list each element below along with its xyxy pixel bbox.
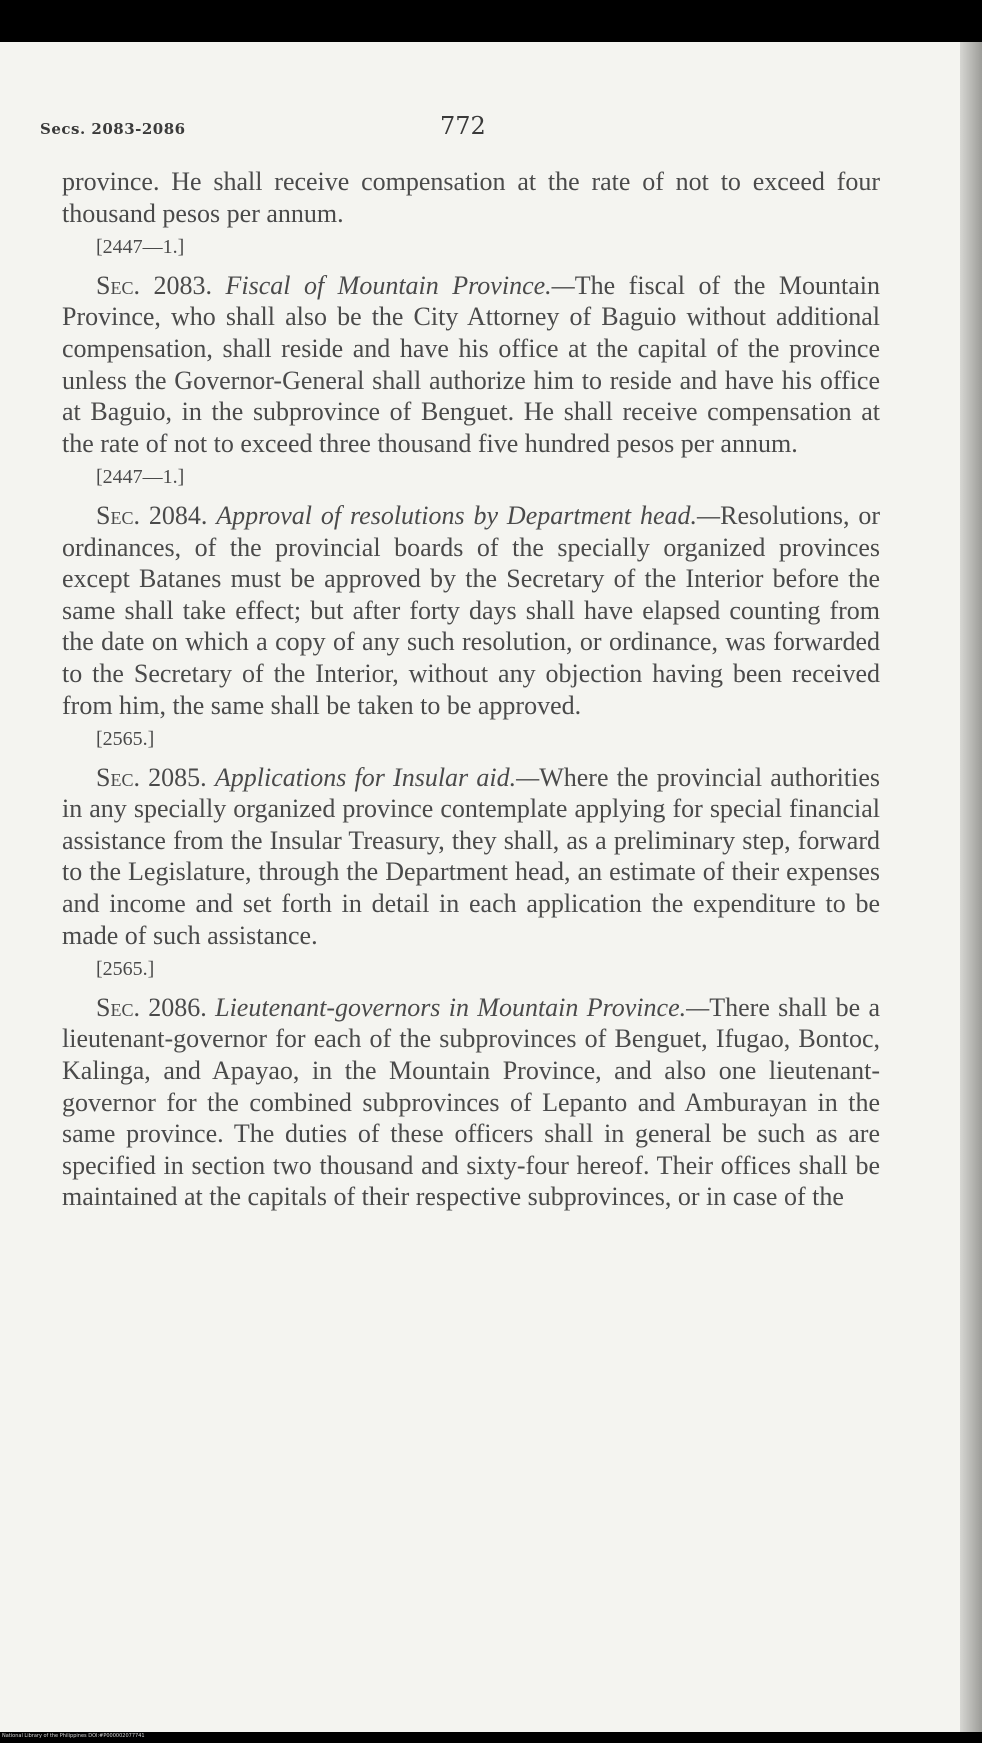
section-body: Resolutions, or ordinances, of the provincial boards of the specially organized provinces except Batanes must be approved by the Secretary of the Interior before the same shall take effect; but after forty days shall have elapsed counting from the date on which a copy of any such resolution, or ordinance, was forwarded to the Secretary of the Interior, without any objection having been received from him, the same shall be taken to be approved. [62, 500, 880, 720]
section-2084 [62, 500, 880, 721]
section-heading: Lieutenant-governors in Mountain Province.— [215, 992, 710, 1022]
section-number: Sec. 2085. [96, 762, 207, 792]
page-number: 772 [440, 112, 486, 140]
section-heading: Fiscal of Mountain Province.— [225, 270, 575, 300]
section-2086 [62, 992, 880, 1213]
section-heading: Approval of resolutions by Department head.— [216, 500, 721, 530]
page-edge-shadow [960, 42, 982, 1732]
section-number: Sec. 2084. [96, 500, 208, 530]
section-body: The fiscal of the Mountain Province, who shall also be the City Attorney of Baguio without additional compensation, shall reside and have his office at the capital of the province unless the Governor-General shall authorize him to reside and have his office at Baguio, in the subprovince of Benguet. He shall receive compensation at the rate of not to exceed three thousand five hundred pesos per annum. [62, 270, 880, 458]
running-head [40, 112, 880, 152]
source-reference: [2565.] [96, 958, 155, 981]
section-body: Where the provincial authorities in any specially organized province contemplate applying for special financial assistance from the Insular Treasury, they shall, as a preliminary step, forward to the Legislature, through the Department head, an estimate of their expenses and income and set forth in detail in each application the expenditure to be made of such assistance. [62, 762, 880, 950]
section-2085 [62, 762, 880, 952]
section-heading: Applications for Insular aid.— [214, 762, 540, 792]
body-text [62, 166, 880, 1213]
continuation-paragraph: province. He shall receive compensation at the rate of not to exceed four thousand pesos per annum. [62, 167, 880, 228]
source-reference: [2447—1.] [96, 236, 185, 259]
source-reference: [2565.] [96, 728, 155, 751]
section-2083 [62, 270, 880, 460]
source-reference: [2447—1.] [96, 466, 185, 489]
section-number: Sec. 2086. [96, 992, 207, 1022]
section-range: Secs. 2083-2086 [40, 120, 186, 138]
scan-footer: National Library of the Philippines DOI:#P000002077741 [2, 1733, 145, 1739]
section-number: Sec. 2083. [96, 270, 212, 300]
section-body: There shall be a lieutenant-governor for each of the subprovinces of Benguet, Ifugao, Bontoc, Kalinga, and Apayao, in the Mountain Province, and also one lieutenant-governor for the combined subprovinces of Lepanto and Amburayan in the same province. The duties of these officers shall in general be such as are specified in section two thousand and sixty-four hereof. Their offices shall be maintained at the capitals of their respective subprovinces, or in case of the [62, 992, 881, 1212]
